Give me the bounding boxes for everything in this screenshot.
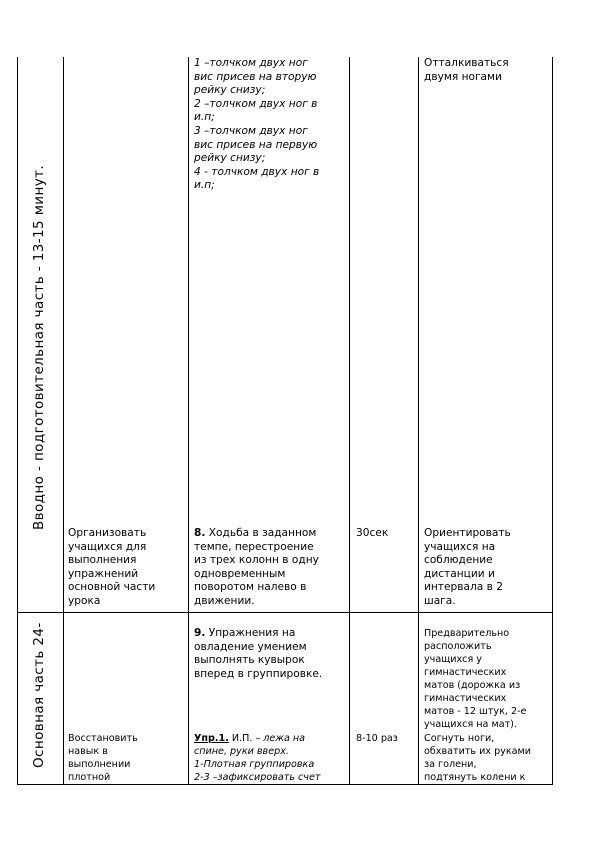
methodical-note-mats: Предварительно расположить учащихся у гимнастических матов (дорожка из гимнастических матов - 12 штук, 2-е учащихся на мат). bbox=[424, 628, 527, 730]
task-organize-text: Организовать учащихся для выполнения упражнений основной части урока bbox=[68, 527, 156, 607]
exercise-1-steps: 1-Плотная группировка 2-3 –зафиксировать счет bbox=[194, 759, 321, 783]
task-restore-text: Восстановить навык в выполнении плотной bbox=[68, 733, 138, 783]
section-label-intro: Вводно - подготовительная часть - 13-15 минут. bbox=[31, 164, 47, 530]
table-border-right bbox=[552, 57, 553, 785]
exercise-8-number: 8. bbox=[194, 527, 206, 539]
methodical-note-legs: Согнуть ноги, обхватить их руками за голени, подтянуть колени к bbox=[424, 733, 531, 783]
table-column-divider-4 bbox=[418, 57, 419, 785]
dosage-30sec: 30сек bbox=[356, 527, 389, 539]
exercise-8-description: Ходьба в заданном темпе, перестроение из трех колонн в одну одновременным поворотом налево в движении. bbox=[194, 527, 319, 607]
table-border-left bbox=[17, 57, 18, 785]
table-column-divider-2 bbox=[188, 57, 189, 785]
dosage-8-10: 8-10 раз bbox=[356, 733, 398, 744]
exercise-9-number: 9. bbox=[194, 627, 206, 639]
exercise-1-label: Упр.1. bbox=[194, 733, 229, 744]
methodical-note-orient: Ориентировать учащихся на соблюдение дистанции и интервала в 2 шага. bbox=[424, 527, 511, 607]
exercise-1-ip-label: И.П. – bbox=[228, 733, 264, 744]
exercise-9-description: Упражнения на овладение умением выполнять кувырок вперед в группировке. bbox=[194, 627, 323, 680]
exercise-1-text bbox=[194, 732, 320, 784]
table-column-divider-3 bbox=[349, 57, 350, 785]
exercise-steps-text: 1 –толчком двух ног вис присев на вторую рейку снизу; 2 –толчком двух ног в и.п; 3 –толчком двух ног вис присев на первую рейку снизу; 4 - толчком двух ног в и.п; bbox=[194, 57, 320, 192]
table-border-bottom bbox=[17, 784, 553, 785]
exercise-1-ip-text: лежа на спине, руки вверх. bbox=[194, 733, 306, 757]
methodical-note-jump: Отталкиваться двумя ногами bbox=[424, 57, 509, 83]
table-column-divider-1 bbox=[63, 57, 64, 785]
table-row-divider bbox=[17, 612, 553, 613]
section-label-main: Основная часть 24- bbox=[31, 622, 47, 768]
exercise-8-text bbox=[194, 527, 319, 609]
exercise-9-text bbox=[194, 627, 322, 681]
